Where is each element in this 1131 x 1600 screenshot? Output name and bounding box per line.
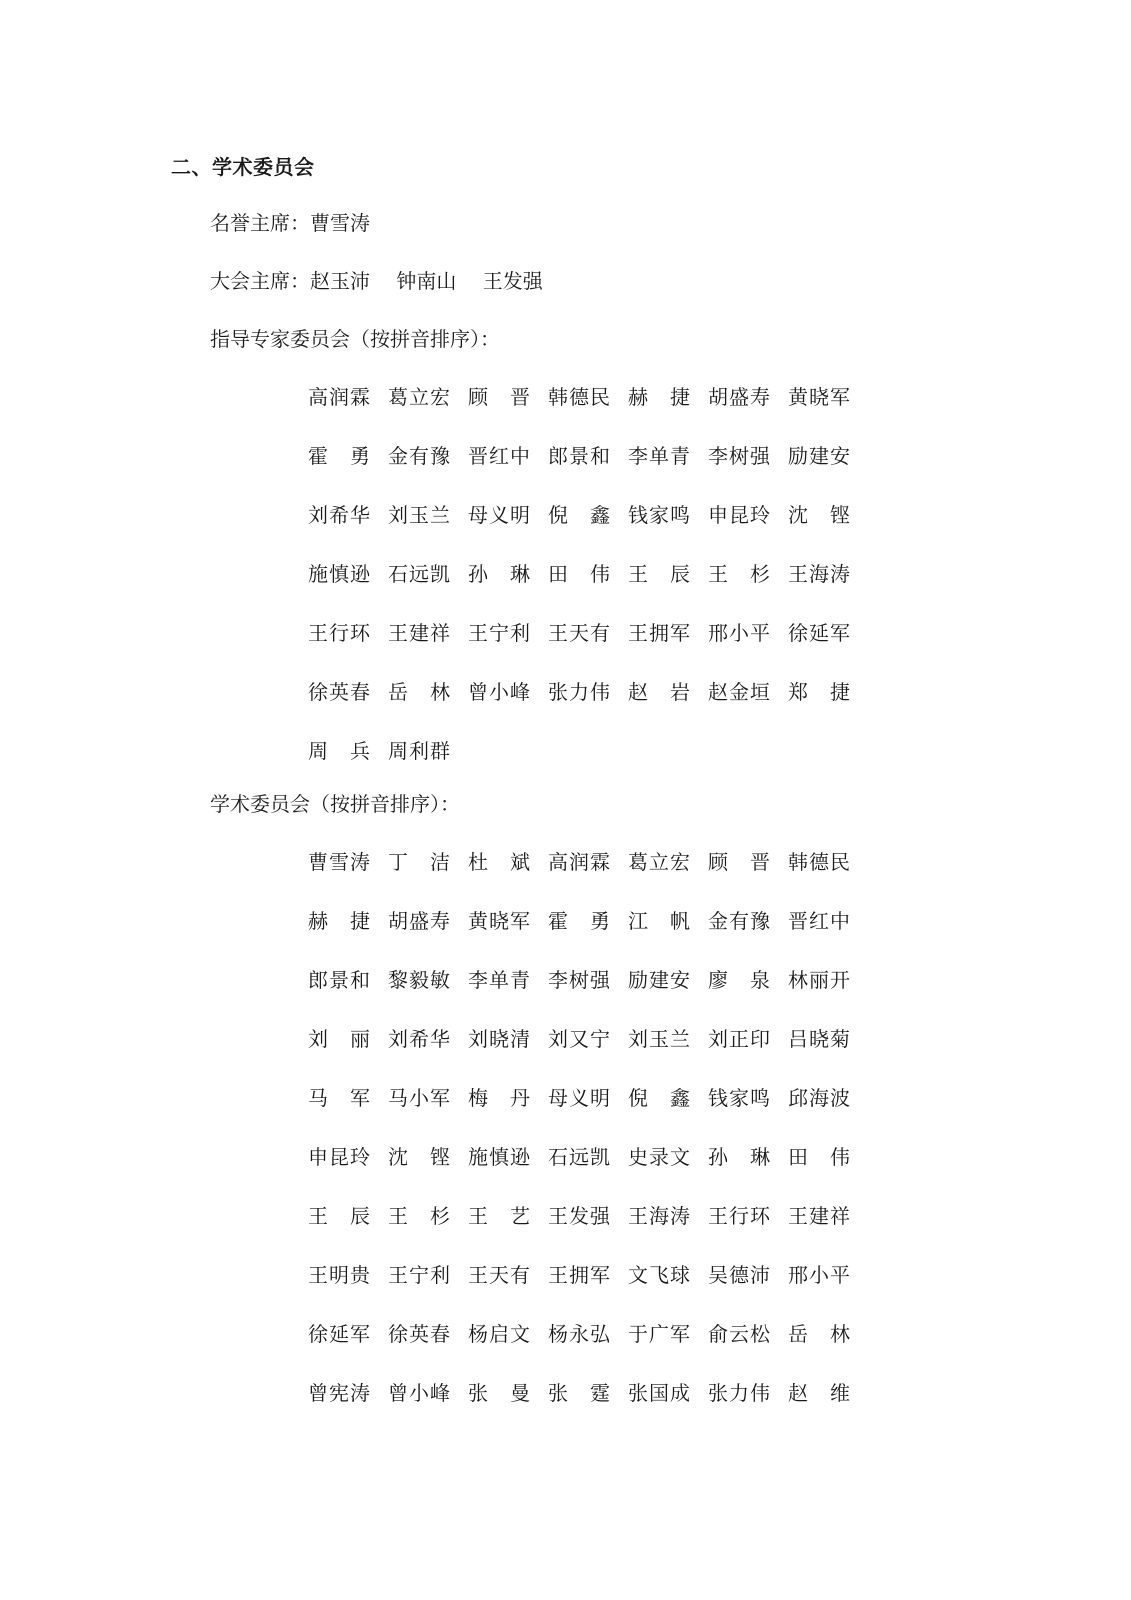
member-name: 刘希华	[308, 503, 370, 527]
member-name: 田 伟	[788, 1145, 850, 1169]
member-name: 黄晓军	[788, 385, 850, 409]
member-name: 沈 铿	[388, 1145, 450, 1169]
member-name: 钱家鸣	[628, 503, 690, 527]
member-name: 杜 斌	[468, 850, 530, 874]
member-name: 邱海波	[788, 1086, 850, 1110]
member-name: 张 曼	[468, 1381, 530, 1405]
member-name: 李单青	[468, 968, 530, 992]
member-name: 王行环	[708, 1204, 770, 1228]
member-name: 王 艺	[468, 1204, 530, 1228]
member-name: 岳 林	[388, 680, 450, 704]
member-name: 梅 丹	[468, 1086, 530, 1110]
member-name: 江 帆	[628, 909, 690, 933]
academic-committee-member-grid	[308, 847, 868, 1437]
member-name: 赵金垣	[708, 680, 770, 704]
member-name: 林丽开	[788, 968, 850, 992]
member-name: 倪 鑫	[628, 1086, 690, 1110]
member-name: 金有豫	[708, 909, 770, 933]
member-name: 徐延军	[788, 621, 850, 645]
member-name: 郑 捷	[788, 680, 850, 704]
member-name: 吴德沛	[708, 1263, 770, 1287]
member-name: 刘又宁	[548, 1027, 610, 1051]
member-name: 郎景和	[308, 968, 370, 992]
member-name: 顾 晋	[468, 385, 530, 409]
member-name: 周利群	[388, 739, 450, 763]
member-name: 徐延军	[308, 1322, 370, 1346]
member-name: 郎景和	[548, 444, 610, 468]
honorary-chair-line: 名誉主席：曹雪涛	[210, 211, 370, 235]
member-name: 施慎逊	[308, 562, 370, 586]
member-name: 田 伟	[548, 562, 610, 586]
member-name: 王建祥	[788, 1204, 850, 1228]
member-name: 石远凯	[388, 562, 450, 586]
member-name: 刘晓清	[468, 1027, 530, 1051]
member-name: 金有豫	[388, 444, 450, 468]
member-name: 马 军	[308, 1086, 370, 1110]
member-name: 王建祥	[388, 621, 450, 645]
section-title: 二、学术委员会	[171, 155, 315, 179]
member-name: 励建安	[788, 444, 850, 468]
member-name: 王 辰	[628, 562, 690, 586]
member-name: 曾小峰	[388, 1381, 450, 1405]
member-name: 沈 铿	[788, 503, 850, 527]
member-name: 励建安	[628, 968, 690, 992]
member-name: 赫 捷	[308, 909, 370, 933]
member-name: 王海涛	[788, 562, 850, 586]
member-name: 王天有	[468, 1263, 530, 1287]
guidance-committee-heading: 指导专家委员会（按拼音排序）：	[210, 327, 500, 351]
member-name: 韩德民	[788, 850, 850, 874]
member-name: 李树强	[708, 444, 770, 468]
member-name: 赵 岩	[628, 680, 690, 704]
member-name: 胡盛寿	[708, 385, 770, 409]
member-name: 杨启文	[468, 1322, 530, 1346]
member-name: 王海涛	[628, 1204, 690, 1228]
member-name: 申昆玲	[708, 503, 770, 527]
member-name: 张国成	[628, 1381, 690, 1405]
member-name: 黎毅敏	[388, 968, 450, 992]
member-name: 赫 捷	[628, 385, 690, 409]
member-name: 邢小平	[708, 621, 770, 645]
member-name: 于广军	[628, 1322, 690, 1346]
member-name: 徐英春	[388, 1322, 450, 1346]
member-name: 王 辰	[308, 1204, 370, 1228]
member-name: 马小军	[388, 1086, 450, 1110]
member-name: 晋红中	[468, 444, 530, 468]
member-name: 刘希华	[388, 1027, 450, 1051]
member-name: 霍 勇	[548, 909, 610, 933]
member-name: 高润霖	[548, 850, 610, 874]
member-name: 刘正印	[708, 1027, 770, 1051]
member-name: 文飞球	[628, 1263, 690, 1287]
member-name: 王宁利	[468, 621, 530, 645]
member-name: 王天有	[548, 621, 610, 645]
member-name: 黄晓军	[468, 909, 530, 933]
member-name: 王 杉	[388, 1204, 450, 1228]
member-name: 赵 维	[788, 1381, 850, 1405]
member-name: 刘 丽	[308, 1027, 370, 1051]
member-name: 曾小峰	[468, 680, 530, 704]
member-name: 王拥军	[628, 621, 690, 645]
member-name: 吕晓菊	[788, 1027, 850, 1051]
member-name: 丁 洁	[388, 850, 450, 874]
member-name: 周 兵	[308, 739, 370, 763]
member-name: 胡盛寿	[388, 909, 450, 933]
member-name: 杨永弘	[548, 1322, 610, 1346]
member-name: 王拥军	[548, 1263, 610, 1287]
member-name: 邢小平	[788, 1263, 850, 1287]
member-name: 高润霖	[308, 385, 370, 409]
member-name: 曾宪涛	[308, 1381, 370, 1405]
member-name: 王宁利	[388, 1263, 450, 1287]
member-name: 倪 鑫	[548, 503, 610, 527]
member-name: 张 霆	[548, 1381, 610, 1405]
member-name: 王行环	[308, 621, 370, 645]
member-name: 张力伟	[708, 1381, 770, 1405]
member-name: 王明贵	[308, 1263, 370, 1287]
member-name: 晋红中	[788, 909, 850, 933]
member-name: 王 杉	[708, 562, 770, 586]
member-name: 母义明	[548, 1086, 610, 1110]
member-name: 徐英春	[308, 680, 370, 704]
member-name: 王发强	[548, 1204, 610, 1228]
member-name: 孙 琳	[468, 562, 530, 586]
member-name: 史录文	[628, 1145, 690, 1169]
member-name: 刘玉兰	[628, 1027, 690, 1051]
conference-chairs-line: 大会主席：赵玉沛 钟南山 王发强	[210, 269, 543, 293]
member-name: 施慎逊	[468, 1145, 530, 1169]
member-name: 李树强	[548, 968, 610, 992]
member-name: 岳 林	[788, 1322, 850, 1346]
member-name: 母义明	[468, 503, 530, 527]
member-name: 李单青	[628, 444, 690, 468]
academic-committee-heading: 学术委员会（按拼音排序）：	[210, 792, 460, 816]
member-name: 钱家鸣	[708, 1086, 770, 1110]
member-name: 刘玉兰	[388, 503, 450, 527]
member-name: 顾 晋	[708, 850, 770, 874]
guidance-committee-member-grid	[308, 382, 868, 795]
member-name: 葛立宏	[628, 850, 690, 874]
member-name: 孙 琳	[708, 1145, 770, 1169]
member-name: 曹雪涛	[308, 850, 370, 874]
member-name: 霍 勇	[308, 444, 370, 468]
member-name: 石远凯	[548, 1145, 610, 1169]
member-name: 葛立宏	[388, 385, 450, 409]
member-name: 廖 泉	[708, 968, 770, 992]
member-name: 韩德民	[548, 385, 610, 409]
member-name: 俞云松	[708, 1322, 770, 1346]
member-name: 申昆玲	[308, 1145, 370, 1169]
member-name: 张力伟	[548, 680, 610, 704]
